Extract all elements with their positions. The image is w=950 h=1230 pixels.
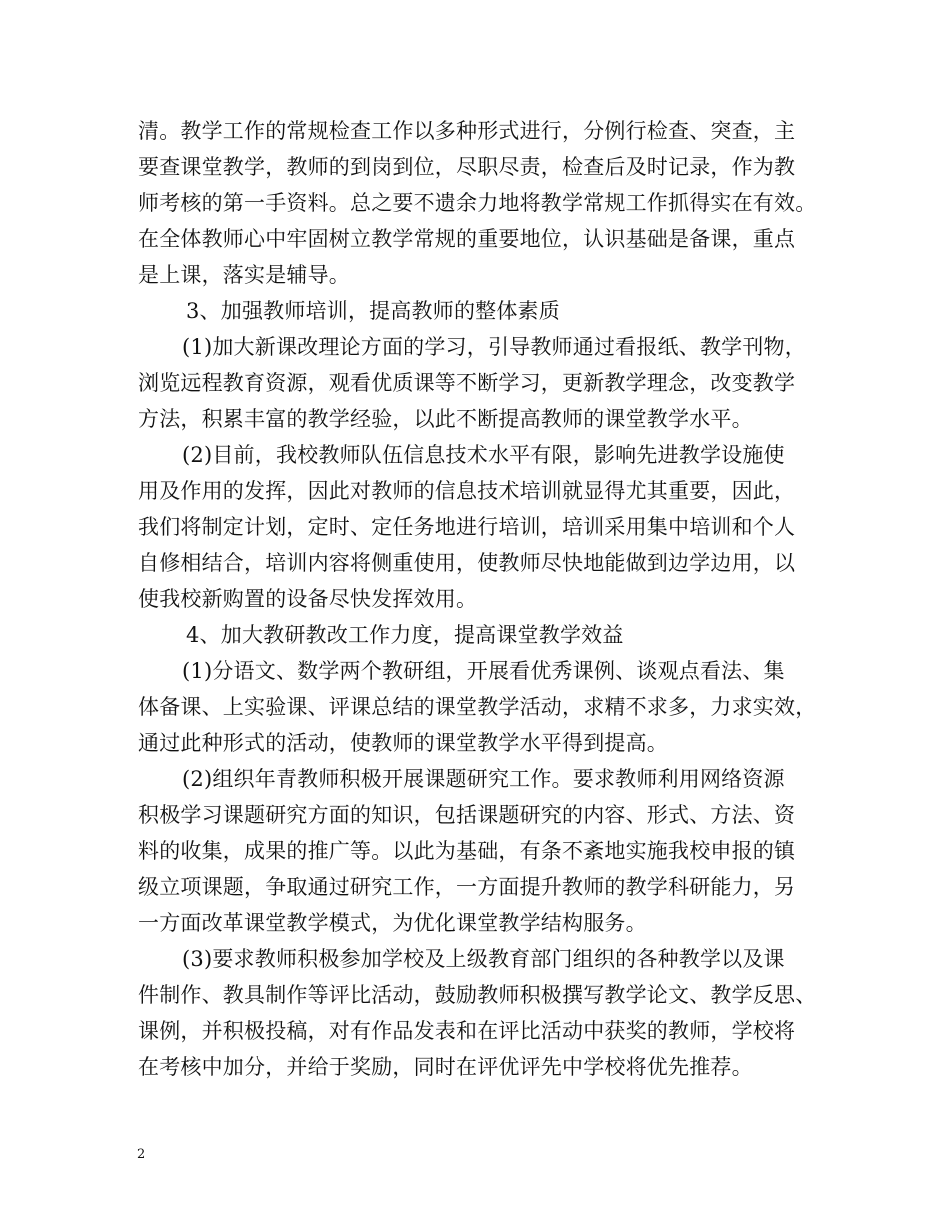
paragraph-first-line: (1)分语文、数学两个教研组，开展看优秀课例、谈观点看法、集 [182, 659, 785, 683]
paragraph-first-line: (2)组织年青教师积极开展课题研究工作。要求教师利用网络资源 [182, 767, 785, 791]
text-line: 积极学习课题研究方面的知识，包括课题研究的内容、形式、方法、资 [138, 803, 796, 827]
text-line: 通过此种形式的活动，使教师的课堂教学水平得到提高。 [138, 731, 668, 755]
text-line: 是上课，落实是辅导。 [138, 263, 350, 287]
text-line: 一方面改革课堂教学模式，为优化课堂教学结构服务。 [138, 911, 647, 935]
paragraph-first-line: (2)目前，我校教师队伍信息技术水平有限，影响先进教学设施使 [182, 443, 785, 467]
text-line: 浏览远程教育资源，观看优质课等不断学习，更新教学理念，改变教学 [138, 371, 796, 395]
text-line: 师考核的第一手资料。总之要不遗余力地将教学常规工作抓得实在有效。 [138, 191, 817, 215]
text-line: 级立项课题，争取通过研究工作，一方面提升教师的教学科研能力，另 [138, 875, 796, 899]
text-line: 自修相结合，培训内容将侧重使用，使教师尽快地能做到边学边用，以 [138, 551, 796, 575]
page-number: 2 [137, 1147, 146, 1162]
text-line: 在全体教师心中牢固树立教学常规的重要地位，认识基础是备课，重点 [138, 227, 796, 251]
text-line: 方法，积累丰富的教学经验，以此不断提高教师的课堂教学水平。 [138, 407, 753, 431]
paragraph-first-line: (1)加大新课改理论方面的学习，引导教师通过看报纸、教学刊物， [182, 335, 806, 359]
text-line: 料的收集，成果的推广等。以此为基础，有条不紊地实施我校申报的镇 [138, 839, 796, 863]
text-line: 件制作、教具制作等评比活动，鼓励教师积极撰写教学论文、教学反思、 [138, 983, 817, 1007]
text-line: 清。教学工作的常规检查工作以多种形式进行，分例行检查、突查，主 [138, 119, 796, 143]
text-line: 要查课堂教学，教师的到岗到位，尽职尽责，检查后及时记录，作为教 [138, 155, 796, 179]
text-line: 课例，并积极投稿，对有作品发表和在评比活动中获奖的教师，学校将 [138, 1019, 796, 1043]
body-text [138, 113, 828, 1085]
text-line: 使我校新购置的设备尽快发挥效用。 [138, 587, 478, 611]
paragraph-first-line: (3)要求教师积极参加学校及上级教育部门组织的各种教学以及课 [182, 947, 785, 971]
text-line: 用及作用的发挥，因此对教师的信息技术培训就显得尤其重要，因此， [138, 479, 796, 503]
section-heading: 3、加强教师培训，提高教师的整体素质 [186, 299, 560, 323]
section-heading: 4、加大教研教改工作力度，提高课堂教学效益 [186, 623, 624, 647]
text-line: 体备课、上实验课、评课总结的课堂教学活动，求精不求多，力求实效， [138, 695, 817, 719]
text-line: 在考核中加分，并给于奖励，同时在评优评先中学校将优先推荐。 [138, 1055, 753, 1079]
text-line: 我们将制定计划，定时、定任务地进行培训，培训采用集中培训和个人 [138, 515, 796, 539]
